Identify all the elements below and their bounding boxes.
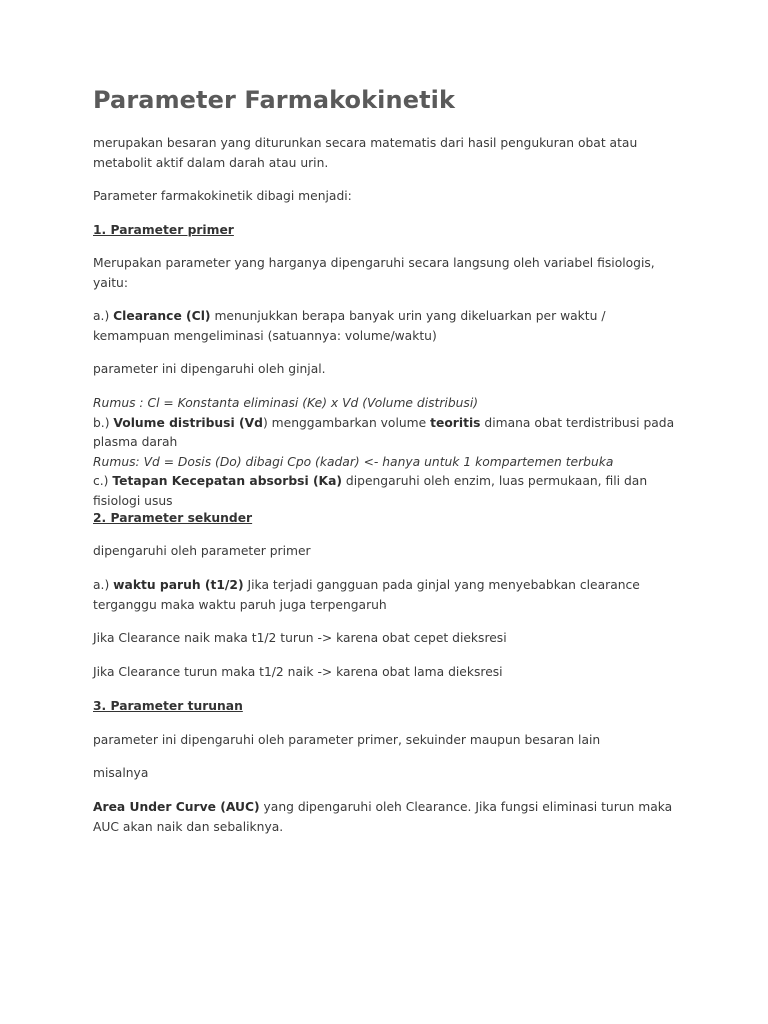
vd-term-2: teoritis — [430, 415, 481, 430]
primary-list-block — [93, 394, 683, 511]
page-title: Parameter Farmakokinetik — [93, 86, 456, 114]
vd-term: Volume distribusi (Vd — [113, 415, 263, 430]
auc-paragraph — [93, 798, 683, 837]
vd-prefix: b.) — [93, 415, 114, 430]
section2-description: dipengaruhi oleh parameter primer — [93, 544, 311, 558]
vd-text-1: ) menggambarkan volume — [262, 415, 431, 430]
ka-term: Tetapan Kecepatan absorbsi (Ka) — [112, 474, 343, 488]
clearance-prefix: a.) — [93, 309, 114, 323]
section1-heading: 1. Parameter primer — [93, 223, 234, 237]
section3-description: parameter ini dipengaruhi oleh parameter primer, sekuinder maupun besaran lain — [93, 733, 601, 747]
intro-paragraph: merupakan besaran yang diturunkan secara matematis dari hasil pengukuran obat atau metabolit aktif dalam darah atau urin. — [93, 136, 638, 170]
half-life-prefix: a.) — [93, 578, 114, 592]
vd-text-2: dimana obat terdistribusi pada plasma darah — [93, 415, 675, 449]
section1-description: Merupakan parameter yang harganya dipengaruhi secara langsung oleh variabel fisiologis, yaitu: — [93, 256, 655, 290]
half-life-paragraph — [93, 576, 683, 615]
auc-term: Area Under Curve (AUC) — [93, 800, 260, 814]
clearance-paragraph — [93, 307, 683, 346]
clearance-term: Clearance (Cl) — [113, 309, 211, 323]
auc-text: yang dipengaruhi oleh Clearance. Jika fungsi eliminasi turun maka AUC akan naik dan sebaliknya. — [93, 800, 673, 834]
ka-text: dipengaruhi oleh enzim, luas permukaan, fili dan fisiologi usus — [93, 474, 648, 508]
divided-paragraph: Parameter farmakokinetik dibagi menjadi: — [93, 189, 352, 203]
kidney-paragraph: parameter ini dipengaruhi oleh ginjal. — [93, 362, 326, 376]
ka-prefix: c.) — [93, 474, 113, 488]
example-paragraph: misalnya — [93, 766, 149, 780]
clearance-text: menunjukkan berapa banyak urin yang dikeluarkan per waktu / kemampuan mengeliminasi (satuannya: volume/waktu) — [93, 309, 606, 343]
clearance-up-paragraph: Jika Clearance naik maka t1/2 turun -> karena obat cepet dieksresi — [93, 631, 507, 645]
half-life-text: Jika terjadi gangguan pada ginjal yang menyebabkan clearance terganggu maka waktu paruh juga terpengaruh — [93, 578, 640, 612]
clearance-down-paragraph: Jika Clearance turun maka t1/2 naik -> karena obat lama dieksresi — [93, 665, 503, 679]
section3-heading: 3. Parameter turunan — [93, 699, 243, 713]
half-life-term: waktu paruh (t1/2) — [113, 578, 244, 592]
section2-heading: 2. Parameter sekunder — [93, 511, 253, 525]
formula-vd: Rumus: Vd = Dosis (Do) dibagi Cpo (kadar) <- hanya untuk 1 kompartemen terbuka — [93, 454, 614, 469]
formula-clearance: Rumus : Cl = Konstanta eliminasi (Ke) x Vd (Volume distribusi) — [93, 396, 479, 410]
